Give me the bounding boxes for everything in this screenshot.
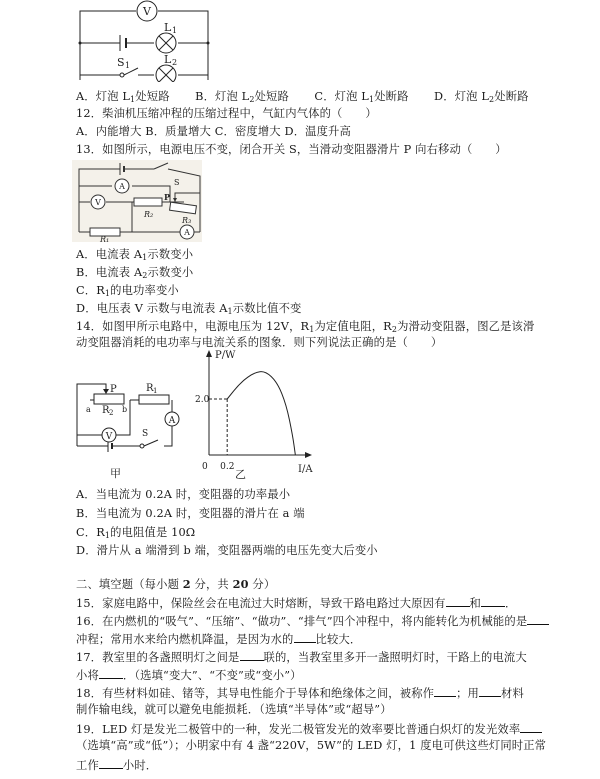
lamp1-label: L bbox=[164, 21, 172, 34]
q14-option-d[interactable]: D．滑片从 a 端滑到 b 端，变阻器两端的电压先变大后变小 bbox=[76, 544, 378, 557]
q13-option-d[interactable]: D．电压表 V 示数与电流表 $A_1$示数比值不变 bbox=[76, 302, 302, 316]
q12-options[interactable]: A．内能增大 B．质量增大 C．密度增大 D．温度升高 bbox=[76, 125, 351, 138]
q16-blank-2[interactable] bbox=[294, 631, 316, 643]
q11-circuit-svg bbox=[72, 0, 212, 82]
q17-line1: 17．教室里的各盏照明灯之间是 联的，当教室里多开一盏照明灯时，干路上的电流大 bbox=[76, 651, 527, 664]
rheostat-r3-icon bbox=[170, 202, 197, 214]
q13-circuit-figure bbox=[72, 160, 202, 242]
q19-blank-2[interactable] bbox=[99, 757, 123, 769]
switch-contact-icon bbox=[120, 73, 124, 77]
q17-blank-1[interactable] bbox=[240, 649, 264, 661]
voltmeter-label: V bbox=[143, 5, 151, 18]
x-tick-0: 0 bbox=[202, 462, 208, 472]
switch-contact-icon bbox=[140, 444, 144, 448]
r3-label: R₃ bbox=[182, 216, 192, 225]
q14-stem-line2: 动变阻器消耗的电功率与电流关系的图象．则下列说法正确的是（ ） bbox=[76, 336, 443, 349]
q15: 15．家庭电路中，保险丝会在电流过大时熔断，导致干路电路过大原因有 和 ． bbox=[76, 597, 517, 610]
chart-svg bbox=[195, 345, 325, 480]
slider-arrow-icon bbox=[173, 198, 177, 202]
q14-option-b[interactable]: B．当电流为 0.2A 时，变阻器的滑片在 a 端 bbox=[76, 507, 305, 520]
r2-label: R bbox=[102, 405, 110, 416]
y-axis-label: P/W bbox=[215, 350, 236, 361]
q16-line1: 16．在内燃机的“吸气”、“压缩”、“做功”、“排气”四个冲程中，将内能转化为机械能的是 bbox=[76, 613, 549, 629]
q14-option-a[interactable]: A．当电流为 0.2A 时，变阻器的功率最小 bbox=[76, 488, 291, 501]
rheostat-r2-icon bbox=[94, 394, 124, 404]
resistor-r1-icon bbox=[139, 395, 169, 404]
end-b-label: b bbox=[122, 405, 128, 414]
q16-line2: 冲程；常用水来给内燃机降温，是因为水的 比较大． bbox=[76, 633, 362, 646]
q11-option-c[interactable]: C．灯泡 $L_1$处断路 bbox=[314, 90, 409, 104]
x-axis-label: I/A bbox=[298, 464, 313, 475]
q15-blank-2[interactable] bbox=[481, 595, 505, 607]
r2-sub: 2 bbox=[109, 409, 114, 417]
slider-arrow-icon bbox=[103, 389, 109, 394]
switch-sub: 1 bbox=[125, 61, 131, 70]
q15-blank-1[interactable] bbox=[446, 595, 470, 607]
r1-label: R bbox=[146, 383, 154, 394]
q13-option-c[interactable]: C．$R_1$的电功率变小 bbox=[76, 284, 179, 298]
q14-circuit-figure-jia bbox=[72, 380, 197, 480]
r1-label: R₁ bbox=[100, 235, 110, 242]
q17-blank-2[interactable] bbox=[99, 667, 123, 679]
lamp2-sub: 2 bbox=[172, 58, 178, 67]
q18-blank-2[interactable] bbox=[479, 685, 501, 697]
q14-power-current-chart bbox=[195, 345, 325, 480]
q14-circuit-svg bbox=[72, 380, 197, 480]
q11-option-d[interactable]: D．灯泡 $L_2$处断路 bbox=[434, 90, 529, 104]
x-tick-0-2: 0.2 bbox=[220, 462, 235, 472]
slider-label: P bbox=[164, 192, 171, 202]
q14-stem-line1: 14．如图甲所示电路中，电源电压为 12V，$R_1$为定值电阻，$R_2$为滑动变阻器，图乙是该滑 bbox=[76, 320, 535, 334]
lamp2-label: L bbox=[164, 53, 172, 66]
q18-line1: 18．有些材料如硅、锗等，其导电性能介于导体和绝缘体之间，被称作 ；用 材料 bbox=[76, 687, 524, 700]
voltmeter-label: V bbox=[105, 432, 113, 442]
q19-line1: 19．LED 灯是发光二极管中的一种，发光二极管发光的效率要比普通白炽灯的发光效率 bbox=[76, 721, 542, 737]
q16-blank-1[interactable] bbox=[527, 613, 549, 625]
q17-line2: 小将 ．（选填“变大”、“不变”或“变小”） bbox=[76, 669, 302, 682]
q13-circuit-svg bbox=[72, 160, 202, 242]
q11-option-b[interactable]: B．灯泡 $L_2$处短路 bbox=[195, 90, 289, 104]
q12-stem: 12．柴油机压缩冲程的压缩过程中，气缸内气体的（ ） bbox=[76, 107, 377, 120]
lamp1-sub: 1 bbox=[172, 26, 178, 35]
switch-label: S bbox=[142, 429, 149, 439]
x-axis-arrow-icon bbox=[305, 452, 312, 458]
q11-circuit-figure bbox=[72, 0, 212, 82]
figure-caption-yi: 乙 bbox=[235, 468, 246, 480]
q14-option-c[interactable]: C．$R_1$的电阻值是 10Ω bbox=[76, 526, 196, 540]
q13-option-a[interactable]: A．电流表 $A_1$示数变小 bbox=[76, 248, 194, 262]
resistor-r2-icon bbox=[134, 198, 162, 206]
q19-line2: （选填“高”或“低”）；小明家中有 4 盏“220V，5W”的 LED 灯，1 度电可供这些灯同时正常 bbox=[76, 739, 547, 752]
lamp-l2-icon bbox=[156, 65, 176, 82]
q19-line3: 工作 小时． bbox=[76, 759, 158, 772]
q18-line2: 制作输电线，就可以避免电能损耗．（选填“半导体”或“超导”） bbox=[76, 703, 392, 716]
q13-stem: 13．如图所示，电源电压不变，闭合开关 S，当滑动变阻器滑片 P 向右移动（ ） bbox=[76, 143, 507, 156]
y-axis-arrow-icon bbox=[206, 350, 212, 357]
end-a-label: a bbox=[86, 405, 91, 414]
q19-blank-1[interactable] bbox=[520, 721, 542, 733]
q11-option-a[interactable]: A．灯泡 $L_1$处短路 bbox=[76, 90, 170, 104]
series-line bbox=[227, 372, 295, 455]
figure-caption-jia: 甲 bbox=[110, 467, 121, 480]
ammeter-a2-label: A bbox=[184, 228, 190, 237]
r2-label: R₂ bbox=[144, 210, 154, 219]
y-tick-2-0: 2.0 bbox=[195, 395, 210, 405]
voltmeter-label: V bbox=[95, 198, 101, 207]
q13-option-b[interactable]: B．电流表 $A_2$示数变小 bbox=[76, 266, 194, 280]
r1-sub: 1 bbox=[153, 387, 158, 395]
q11-options bbox=[76, 90, 529, 104]
section2-heading: 二、填空题（每小题 2 分，共 20 分） bbox=[76, 577, 276, 591]
switch-label: S bbox=[174, 178, 180, 187]
ammeter-label: A bbox=[168, 416, 176, 426]
switch-label: S bbox=[117, 56, 125, 69]
ammeter-a1-label: A bbox=[119, 182, 125, 191]
q18-blank-1[interactable] bbox=[434, 685, 456, 697]
slider-label: P bbox=[110, 384, 117, 395]
